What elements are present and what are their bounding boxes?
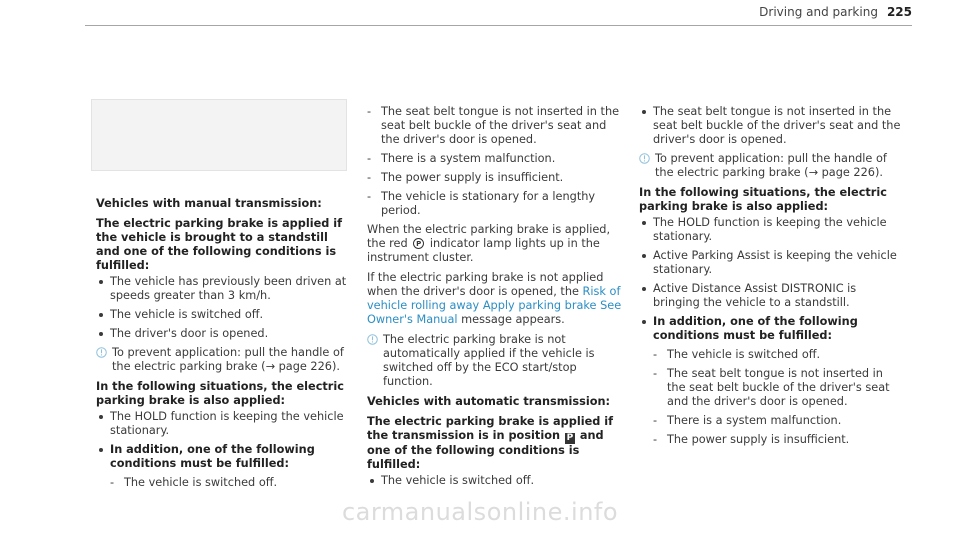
info-tip-icon	[639, 153, 650, 164]
list-item: The HOLD function is keeping the vehicle stationary.	[96, 410, 351, 438]
list-item: The vehicle is switched off.	[96, 308, 351, 322]
note-box	[91, 99, 347, 171]
dash-item: - The power supply is insufficient.	[653, 433, 850, 446]
info-tip-icon	[96, 347, 107, 358]
dash-item: - The vehicle is switched off.	[653, 348, 821, 361]
paragraph-door-warning: If the electric parking brake is not applied when the driver's door is opened, the Risk of vehicle rolling away Apply parking brake See Owner's Manual message appears.	[367, 271, 622, 326]
page-reference-link[interactable]: page 226).	[818, 166, 883, 179]
list-item: The vehicle is switched off.	[367, 474, 622, 488]
dash-item: - The seat belt tongue is not inserted in the seat belt buckle of the driver's seat and the driver's door is opened.	[367, 105, 620, 146]
list-item: Active Distance Assist DISTRONIC is bringing the vehicle to a standstill.	[639, 282, 904, 310]
tip-note: To prevent application: pull the handle of the electric parking brake (→ page 226).	[639, 152, 904, 180]
header-rule	[85, 25, 912, 26]
heading-also-applied: In the following situations, the electric parking brake is also applied:	[639, 186, 887, 213]
page-header	[759, 5, 912, 19]
heading-applied-position-p: The electric parking brake is applied if the transmission is in position P and one of the following conditions is fulfilled:	[367, 415, 614, 471]
parking-brake-lamp-icon	[413, 238, 424, 249]
heading-applied-conditions: The electric parking brake is applied if the vehicle is brought to a standstill and one of the following conditions is fulfilled:	[96, 217, 343, 272]
watermark-text: carmanualsonline.info	[341, 498, 619, 526]
dash-item: - There is a system malfunction.	[367, 152, 556, 165]
dash-item: - The vehicle is stationary for a lengthy period.	[367, 190, 596, 217]
dash-item: - The seat belt tongue is not inserted in the seat belt buckle of the driver's seat and the driver's door is opened.	[653, 367, 890, 408]
column-2	[367, 105, 622, 493]
list-item: In addition, one of the following conditions must be fulfilled:	[639, 315, 904, 343]
page-number: 225	[886, 5, 912, 19]
heading-automatic-transmission: Vehicles with automatic transmission:	[367, 395, 611, 408]
heading-manual-transmission: Vehicles with manual transmission:	[96, 197, 322, 210]
message-text-link[interactable]: Risk of vehicle rolling away Apply parking brake See Owner's Manual	[367, 285, 622, 326]
arrow-ref-icon: →	[808, 166, 819, 179]
list-item: In addition, one of the following conditions must be fulfilled:	[96, 443, 351, 471]
dash-item: - The power supply is insufficient.	[367, 171, 564, 184]
section-title: Driving and parking	[759, 5, 878, 19]
dash-item: - The vehicle is switched off.	[110, 476, 278, 489]
list-item: The HOLD function is keeping the vehicle stationary.	[639, 216, 904, 244]
gear-p-icon: P	[566, 433, 574, 443]
arrow-ref-icon: →	[265, 360, 276, 373]
tip-note: The electric parking brake is not automatically applied if the vehicle is switched off by the ECO start/stop function.	[367, 333, 622, 389]
list-item: The vehicle has previously been driven at speeds greater than 3 km/h.	[96, 275, 351, 303]
list-item: Active Parking Assist is keeping the vehicle stationary.	[639, 249, 904, 277]
list-item: The driver's door is opened.	[96, 327, 351, 341]
info-tip-icon	[367, 334, 378, 345]
tip-note: To prevent application: pull the handle of the electric parking brake (→ page 226).	[96, 346, 351, 374]
page-reference-link[interactable]: page 226).	[275, 360, 340, 373]
dash-item: - There is a system malfunction.	[653, 414, 842, 427]
heading-also-applied: In the following situations, the electric parking brake is also applied:	[96, 380, 344, 407]
column-3	[639, 105, 904, 452]
list-item: The seat belt tongue is not inserted in the seat belt buckle of the driver's seat and the driver's door is opened.	[639, 105, 904, 147]
paragraph-indicator-lamp: When the electric parking brake is applied, the red P indicator lamp lights up in the instrument cluster.	[367, 223, 622, 265]
